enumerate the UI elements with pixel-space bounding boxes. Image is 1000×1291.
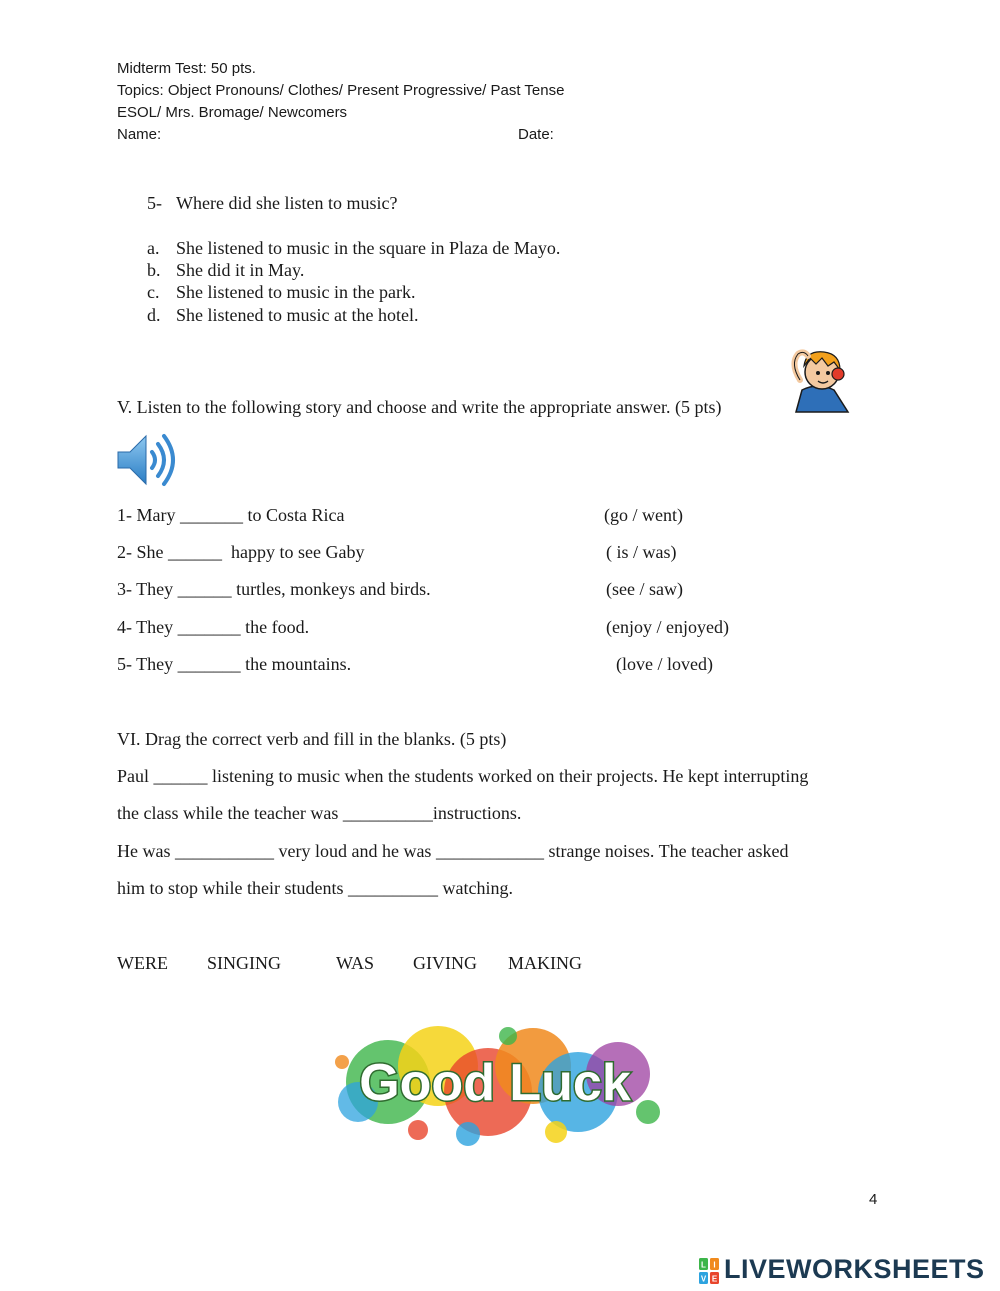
item-end: turtles, monkeys and birds. (236, 579, 431, 599)
item-end: happy to see Gaby (231, 542, 365, 562)
word-bank-singing[interactable]: SINGING (207, 953, 281, 973)
option-letter: c. (147, 282, 160, 302)
liveworksheets-logo-icon (698, 1257, 720, 1285)
drop-blank[interactable]: ______ (153, 766, 208, 786)
option-letter: a. (147, 238, 160, 258)
header-line-1: Midterm Test: 50 pts. (117, 60, 256, 77)
option-b[interactable]: She did it in May. (176, 260, 305, 280)
item-choices: (enjoy / enjoyed) (606, 617, 729, 637)
good-luck-banner (328, 1022, 662, 1150)
paragraph-line-4 (117, 876, 513, 900)
text: Paul (117, 766, 150, 786)
listening-kid-illustration (782, 346, 854, 414)
paragraph-line-1 (117, 764, 808, 788)
section-5-title: V. Listen to the following story and choose and write the appropriate answer. (5 pts) (117, 397, 722, 417)
item-choices: (see / saw) (606, 579, 683, 599)
option-letter: d. (147, 305, 161, 325)
listen-item-3 (117, 577, 431, 601)
item-end: the food. (245, 617, 310, 637)
item-start: 5- They (117, 654, 174, 674)
listen-item-2 (117, 540, 364, 564)
date-label: Date: (518, 126, 554, 143)
page-number: 4 (869, 1191, 878, 1208)
word-bank-was[interactable]: WAS (336, 953, 375, 973)
item-choices: ( is / was) (606, 542, 677, 562)
paragraph-line-2 (117, 801, 521, 825)
liveworksheets-brand[interactable]: LIVEWORKSHEETS (724, 1254, 985, 1284)
paragraph-line-3 (117, 839, 789, 863)
answer-blank[interactable]: ______ (168, 542, 222, 562)
text: him to stop while their students (117, 878, 344, 898)
text: instructions. (432, 803, 522, 823)
answer-blank[interactable]: _______ (177, 654, 241, 674)
logo-letter: E (711, 1274, 718, 1284)
text: watching. (442, 878, 513, 898)
name-label: Name: (117, 126, 162, 143)
header-line-2: Topics: Object Pronouns/ Clothes/ Present Progressive/ Past Tense (117, 82, 565, 99)
listen-item-5 (117, 652, 351, 676)
logo-letter: L (701, 1260, 706, 1270)
word-bank-making[interactable]: MAKING (508, 953, 582, 973)
drop-blank[interactable]: ____________ (435, 841, 544, 861)
drop-blank[interactable]: __________ (348, 878, 438, 898)
option-c[interactable]: She listened to music in the park. (176, 282, 416, 302)
section-6-title: VI. Drag the correct verb and fill in the blanks. (5 pts) (117, 729, 507, 749)
item-start: 2- She (117, 542, 164, 562)
text: the class while the teacher was (117, 803, 339, 823)
header-line-3: ESOL/ Mrs. Bromage/ Newcomers (117, 104, 348, 121)
listen-item-1 (117, 503, 344, 527)
option-letter: b. (147, 260, 161, 280)
text: He was (117, 841, 171, 861)
word-bank-giving[interactable]: GIVING (413, 953, 477, 973)
item-end: to Costa Rica (247, 505, 345, 525)
answer-blank[interactable]: _______ (177, 617, 241, 637)
good-luck-text: Good Luck (359, 1054, 631, 1112)
item-choices: (go / went) (604, 505, 683, 525)
drop-blank[interactable]: ___________ (174, 841, 274, 861)
answer-blank[interactable]: ______ (177, 579, 232, 599)
item-end: the mountains. (245, 654, 352, 674)
logo-letter: V (700, 1274, 707, 1284)
audio-speaker-icon[interactable] (116, 430, 176, 490)
text: very loud and he was (278, 841, 432, 861)
item-choices: (love / loved) (616, 654, 713, 674)
item-start: 3- They (117, 579, 174, 599)
text: strange noises. The teacher asked (548, 841, 789, 861)
item-start: 4- They (117, 617, 174, 637)
answer-blank[interactable]: _______ (179, 505, 243, 525)
question-number: 5- (147, 193, 162, 213)
drop-blank[interactable]: __________ (342, 803, 433, 823)
question-text: Where did she listen to music? (176, 193, 398, 213)
text: listening to music when the students worked on their projects. He kept interrupting (212, 766, 809, 786)
word-bank-were[interactable]: WERE (117, 953, 168, 973)
option-d[interactable]: She listened to music at the hotel. (176, 305, 419, 325)
item-start: 1- Mary (117, 505, 176, 525)
listen-item-4 (117, 615, 309, 639)
option-a[interactable]: She listened to music in the square in Plaza de Mayo. (176, 238, 561, 258)
logo-letter: I (713, 1260, 716, 1270)
